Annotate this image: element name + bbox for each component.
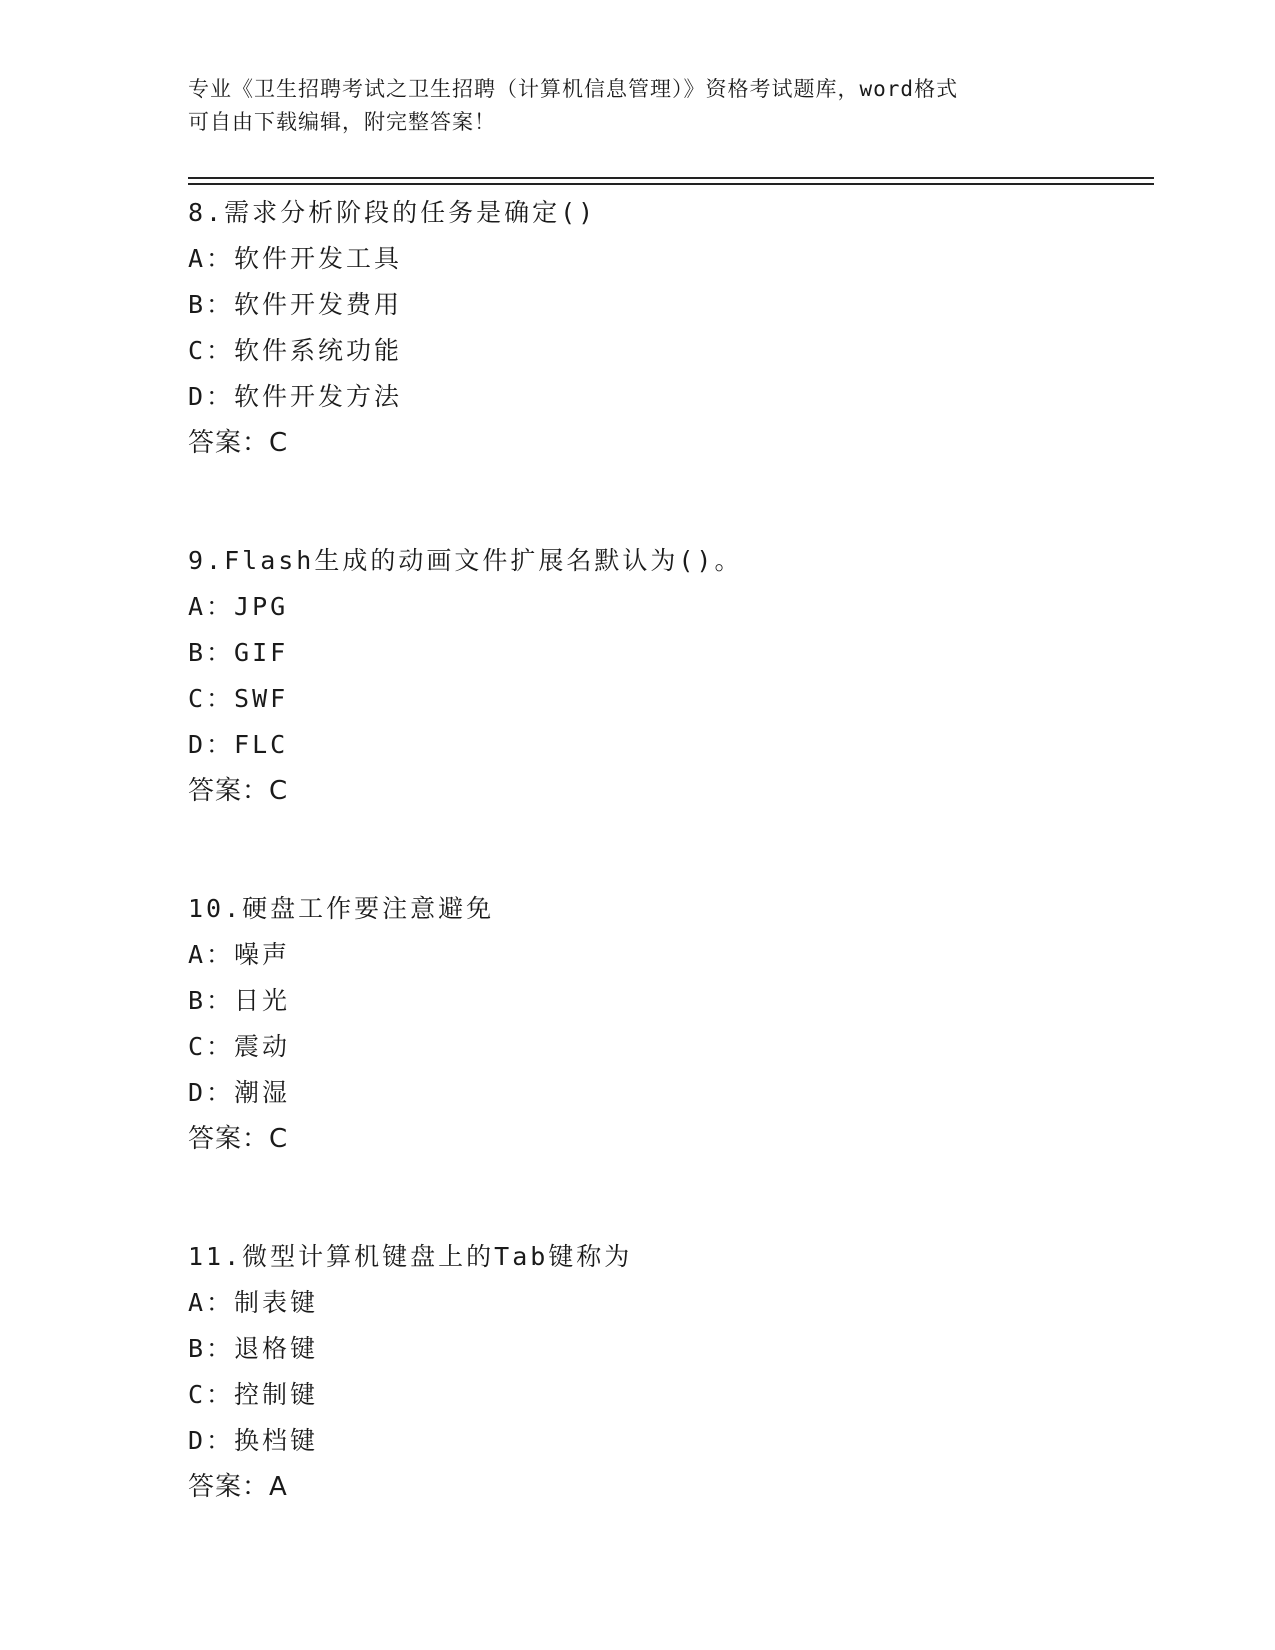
header-line-2: 可自由下载编辑，附完整答案！ [188,110,496,134]
option-b: B：退格键 [188,1334,319,1363]
question-stem: 9.Flash生成的动画文件扩展名默认为()。 [188,546,743,575]
option-c: C：SWF [188,684,289,713]
header-divider-top [188,177,1154,179]
option-c: C：控制键 [188,1380,319,1409]
option-b: B：日光 [188,986,291,1015]
question-item [188,886,1154,1162]
question-item [188,190,1154,466]
header-divider-bottom [188,183,1154,185]
option-c: C：软件系统功能 [188,336,403,365]
option-d: D：潮湿 [188,1078,291,1107]
option-a: A：制表键 [188,1288,319,1317]
option-a: A：噪声 [188,940,291,969]
answer-line: 答案：C [188,1124,289,1154]
option-a: A：JPG [188,592,289,621]
question-stem: 8.需求分析阶段的任务是确定() [188,198,597,227]
option-d: D：换档键 [188,1426,319,1455]
answer-line: 答案：A [188,1472,288,1502]
answer-line: 答案：C [188,428,289,458]
document-header [188,73,1088,139]
answer-line: 答案：C [188,776,289,806]
header-line-1: 专业《卫生招聘考试之卫生招聘（计算机信息管理）》资格考试题库，word格式 [188,77,959,101]
option-b: B：软件开发费用 [188,290,403,319]
option-c: C：震动 [188,1032,291,1061]
option-b: B：GIF [188,638,289,667]
question-stem: 11.微型计算机键盘上的Tab键称为 [188,1242,633,1271]
question-stem: 10.硬盘工作要注意避免 [188,894,495,923]
option-d: D：FLC [188,730,289,759]
question-list [188,190,1154,1582]
option-d: D：软件开发方法 [188,382,403,411]
question-item [188,1234,1154,1510]
question-item [188,538,1154,814]
option-a: A：软件开发工具 [188,244,403,273]
